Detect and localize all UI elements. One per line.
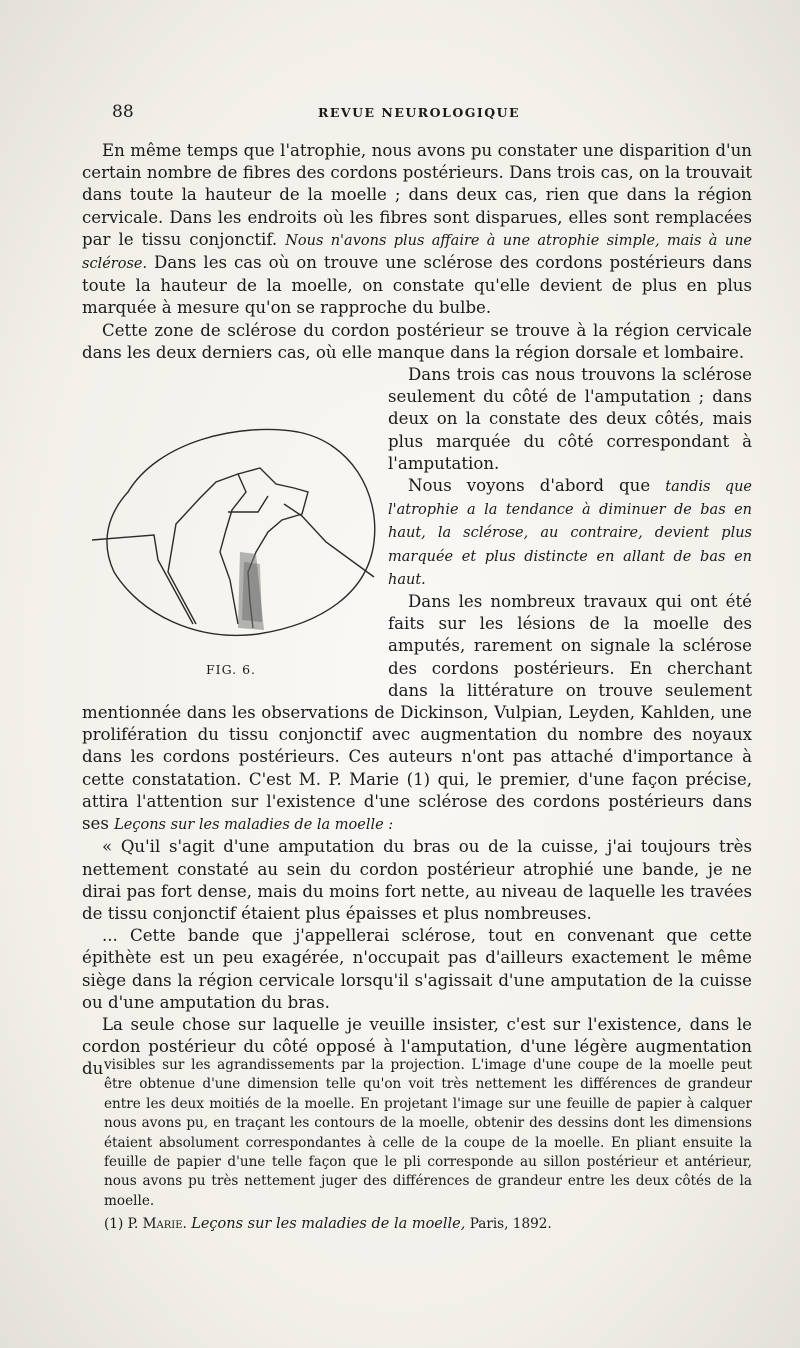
paragraph-4-text: Nous voyons d'abord que [408, 476, 651, 496]
sclerosis-stipple [238, 552, 264, 630]
spinal-cord-section-drawing [88, 402, 378, 642]
paragraph-5-italic: Leçons sur les maladies de la moelle : [114, 817, 394, 834]
footnote-reference [104, 1215, 752, 1234]
paragraph-5-text: Dans les nombreux travaux qui ont été faits sur les lésions de la moelle des amputés, rarement on signale la sclérose des cordons postérieurs. En cherchant dans la littérature on trouve seulement mentionnée dans les observations de Dickinson, Vulpian, Leyden, Kahlden, une prolifération du tissu conjonctif avec augmentation du nombre des noyaux dans les cordons postérieurs. Ces auteurs n'ont pas attaché d'importance à cette constatation. C'est M. P. Marie (1) qui, le premier, d'une façon précise, attira l'attention sur l'existence d'une sclérose des cordons postérieurs dans ses [82, 592, 752, 834]
quote-paragraph-1: « Qu'il s'agit d'une amputation du bras ou de la cuisse, j'ai toujours très nettement constaté au sein du cordon postérieur atrophié une bande, je ne dirai pas fort dense, mais du moins fort nette, au niveau de laquelle les travées de tissu conjonctif étaient plus épaisses et plus nombreuses. [82, 837, 752, 923]
paragraph-3: Dans trois cas nous trouvons la sclérose seulement du côté de l'amputation ; dans deux on la constate des deux côtés, mais plus marquée du côté correspondant à l'amputation. [388, 365, 752, 473]
page-number: 88 [112, 102, 134, 122]
quote-paragraph-2: ... Cette bande que j'appellerai sclérose, tout en convenant que cette épithète est un peu exagérée, n'occupait pas d'ailleurs exactement le même siège dans la région cervicale lorsqu'il s'agissait d'une amputation de la cuisse ou d'une amputation du bras. [82, 926, 752, 1012]
central-commissure [228, 496, 268, 512]
paragraph-1 [82, 140, 752, 320]
grey-matter-left-horn [168, 474, 246, 624]
footnote-ref-num: (1) P. [104, 1216, 139, 1233]
footnotes [104, 1056, 752, 1235]
paragraph-4-italic: tandis que l'atrophie a la tendance à diminuer de bas en haut, la sclérose, au contraire, devient plus marquée et plus distincte en allant de bas en haut. [388, 479, 753, 588]
figure-6 [82, 364, 382, 700]
cord-outline-group [92, 430, 375, 636]
paragraph-1-continuation: Dans les cas où on trouve une sclérose des cordons postérieurs dans toute la hauteur de la moelle, on constate qu'elle devient de plus en plus marquée à mesure qu'on se rapproche du bulbe. [82, 253, 752, 318]
body-text [82, 140, 752, 1081]
footnote-ref-place: Paris, 1892. [469, 1216, 552, 1233]
footnote-ref-author: Marie. [142, 1216, 187, 1233]
running-title: REVUE NEUROLOGIQUE [318, 105, 521, 120]
paragraph-2: Cette zone de sclérose du cordon postérieur se trouve à la région cervicale dans les deux derniers cas, où elle manque dans la région dorsale et lombaire. [82, 320, 752, 362]
stippled-edge [242, 562, 262, 622]
footnote-continued: visibles sur les agrandissements par la projection. L'image d'une coupe de la moelle peut être obtenue d'une dimension telle qu'on voit très nettement les différences de grandeur entre les deux moitiés de la moelle. En projetant l'image sur une feuille de papier à calquer nous avons pu, en traçant les contours de la moelle, obtenir des dessins dont les dimensions étaient absolument correspondantes à celle de la coupe de la moelle. En pliant ensuite la feuille de papier d'une telle façon que le pli corresponde au sillon postérieur et antérieur, nous avons pu très nettement juger des différences de grandeur entre les deux côtés de la moelle. [104, 1057, 752, 1209]
figure-caption: FIG. 6. [206, 662, 257, 678]
paragraph-1-text: En même temps que l'atrophie, nous avons pu constater une disparition d'un certain nombre de fibres des cordons postérieurs. Dans trois cas, on la trouvait dans toute la hauteur de la moelle ; dans deux cas, rien que dans la région cervicale. Dans les endroits où les fibres sont disparues, elles sont remplacées par le tissu conjonctif. [82, 141, 752, 249]
paragraph-1-italic: Nous n'avons plus affaire à une atrophie simple, mais à une sclérose. [82, 232, 753, 273]
quote-paragraph-3: La seule chose sur laquelle je veuille insister, c'est sur l'existence, dans le cordon postérieur du côté opposé à l'amputation, d'une légère augmentation du [82, 1014, 752, 1079]
footnote-ref-title: Leçons sur les maladies de la moelle, [191, 1216, 466, 1233]
